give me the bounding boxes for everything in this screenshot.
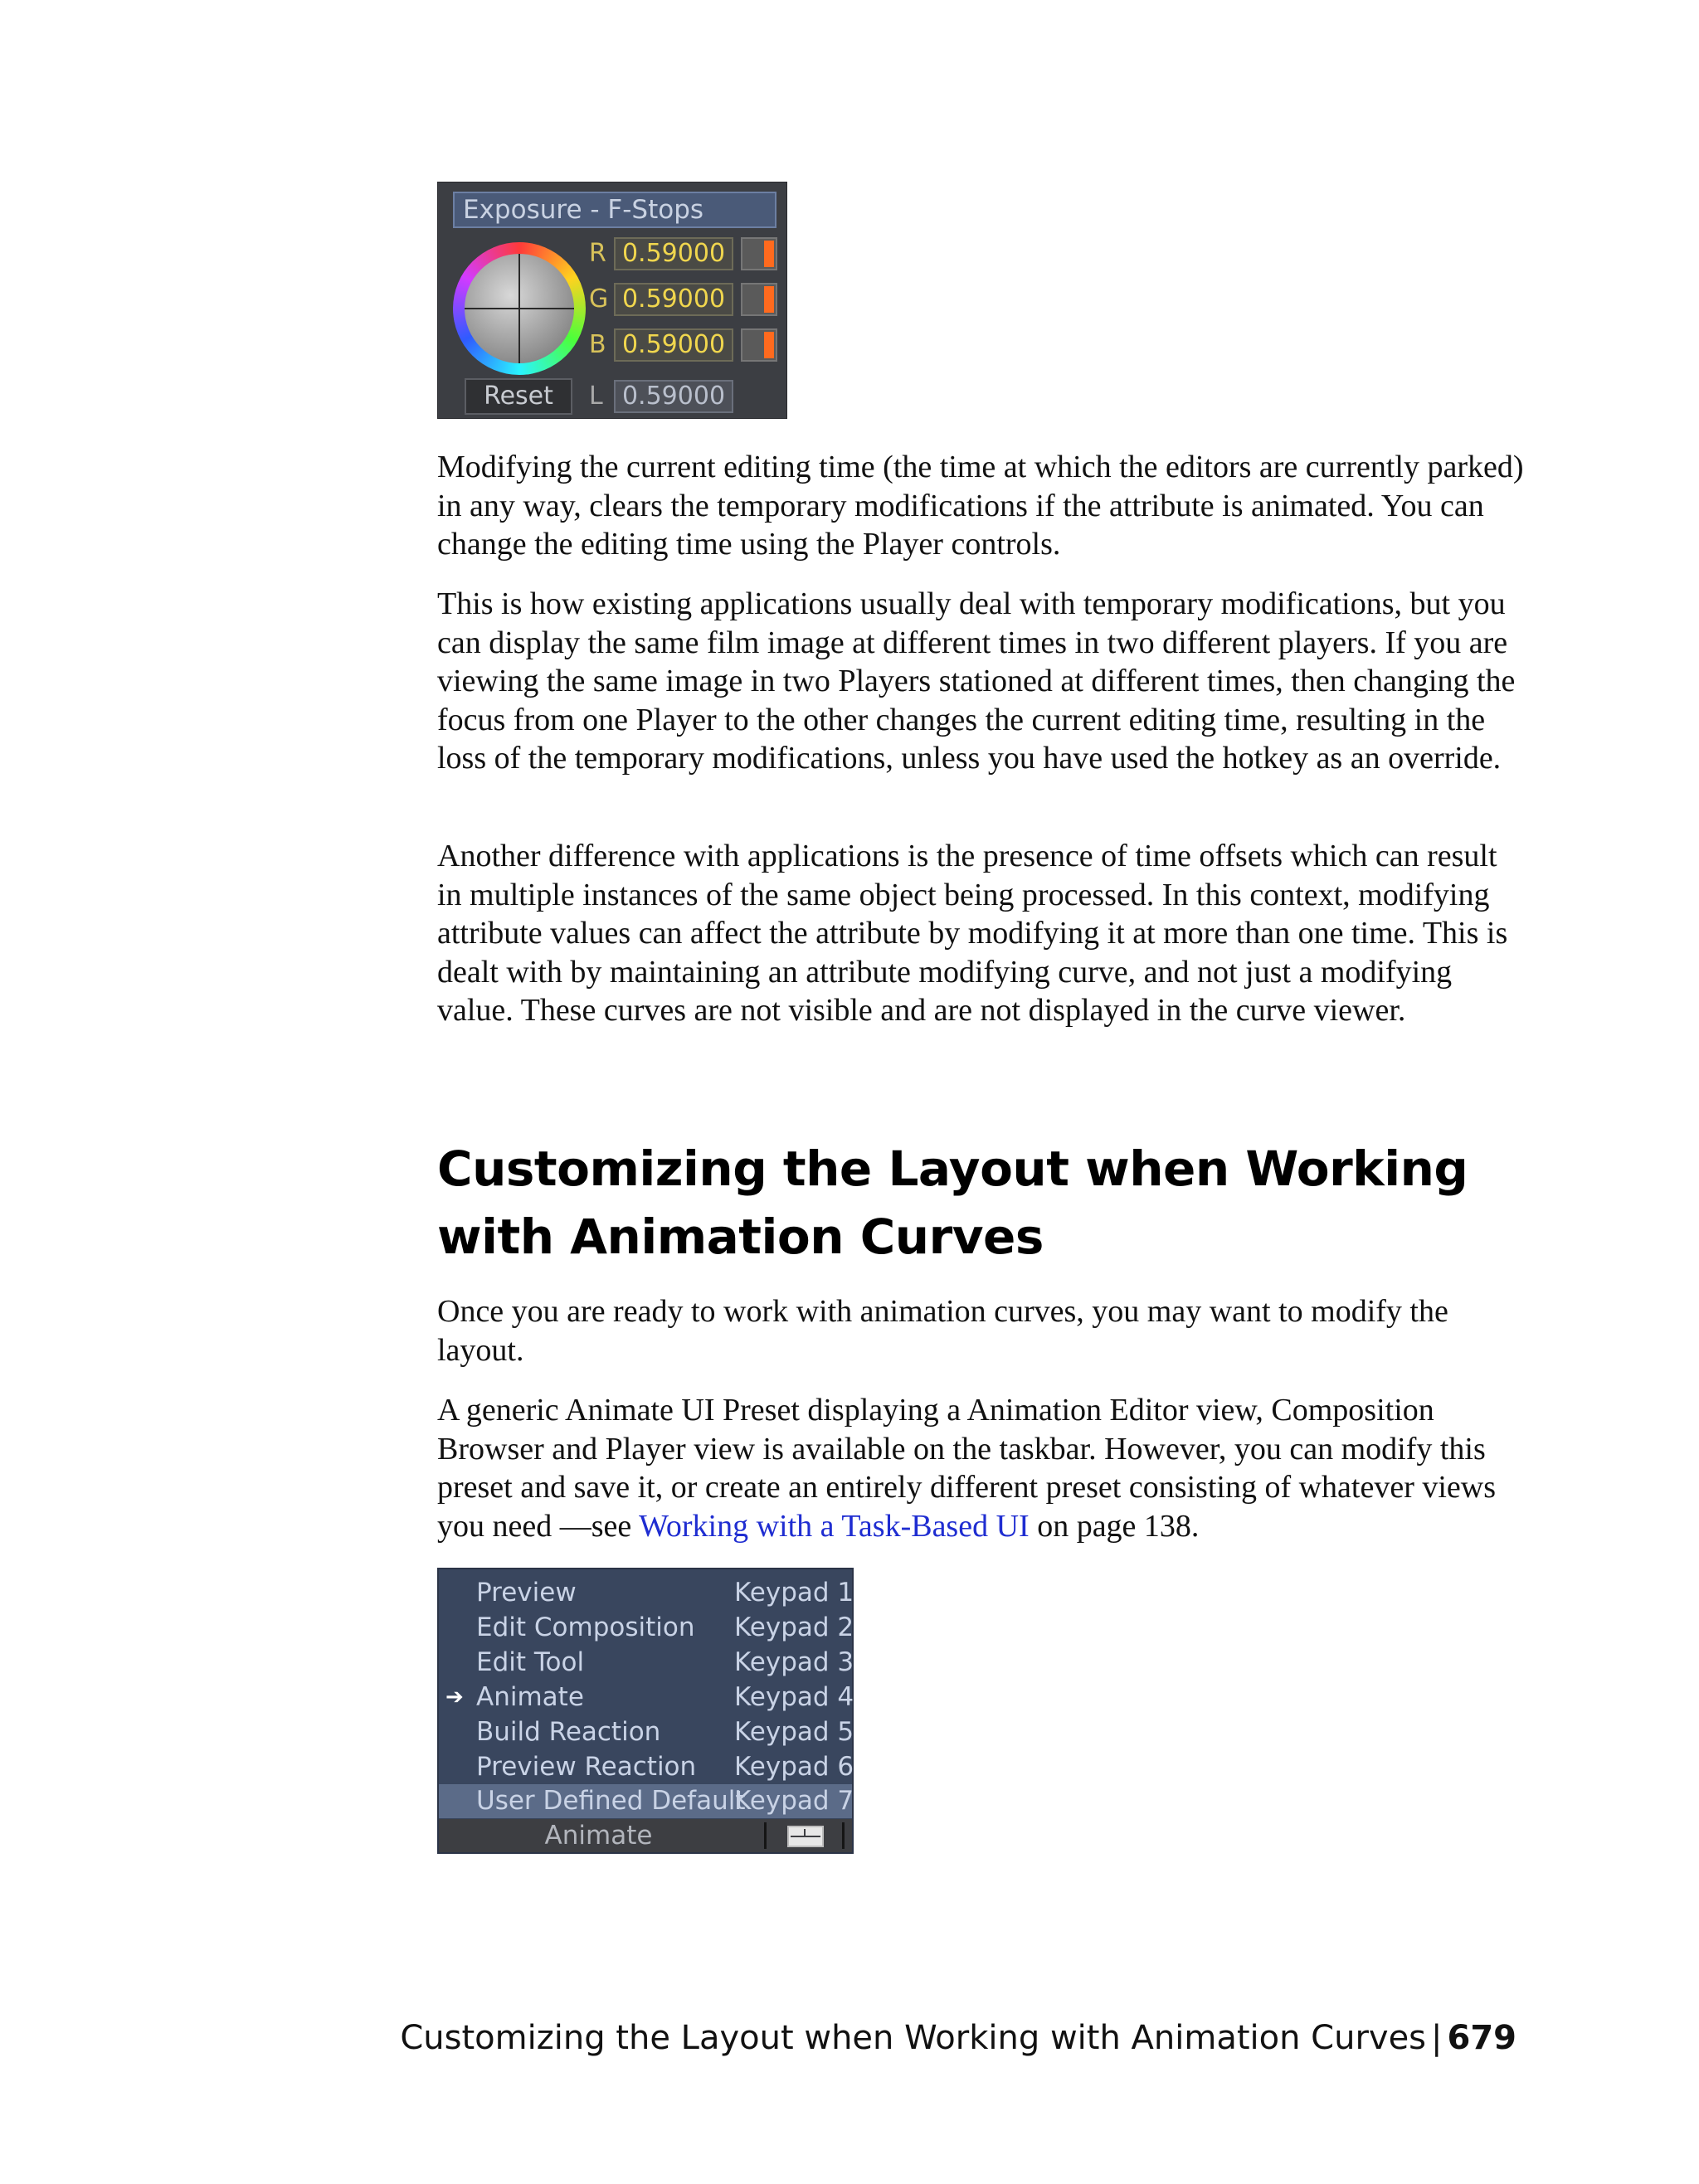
exposure-mode-button[interactable]: Exposure - F-Stops — [453, 192, 776, 228]
paragraph — [437, 1391, 1524, 1545]
preset-selector-bar — [439, 1819, 852, 1852]
menu-item-preview-reaction[interactable] — [439, 1750, 852, 1784]
menu-item-preview[interactable] — [439, 1576, 852, 1610]
menu-item-label: Preview Reaction — [476, 1752, 697, 1782]
channel-label: B — [589, 330, 606, 359]
paragraph-text: on page 138. — [1029, 1508, 1200, 1544]
channel-l — [589, 378, 780, 415]
paragraph: Once you are ready to work with animation curves, you may want to modify the layout. — [437, 1294, 1448, 1368]
reset-button[interactable]: Reset — [465, 378, 572, 415]
footer-separator: | — [1431, 2019, 1443, 2057]
channel-swatch[interactable] — [741, 283, 777, 316]
menu-item-shortcut: Keypad 2 — [734, 1612, 854, 1642]
channel-value-field[interactable]: 0.59000 — [614, 380, 733, 413]
channel-value-field[interactable]: 0.59000 — [614, 283, 733, 316]
running-title: Customizing the Layout when Working with Animation Curves — [400, 2019, 1427, 2057]
menu-item-shortcut: Keypad 6 — [734, 1752, 854, 1782]
channel-g — [589, 281, 780, 318]
paragraph: Modifying the current editing time (the time at which the editors are currently parked) in any way, clears the temporary modifications if the attribute is animated. You can change the editing time using the Player controls. — [437, 450, 1524, 562]
channel-label: R — [589, 239, 606, 268]
page-number: 679 — [1447, 2019, 1516, 2057]
section-heading: Customizing the Layout when Working with Animation Curves — [437, 1141, 1468, 1265]
channel-value-field[interactable]: 0.59000 — [614, 237, 733, 270]
menu-item-user-defined-default[interactable] — [439, 1784, 852, 1818]
menu-item-label: Preview — [476, 1578, 577, 1608]
channel-b — [589, 327, 780, 363]
crosshair-vertical — [518, 254, 520, 363]
menu-item-build-reaction[interactable] — [439, 1715, 852, 1749]
channel-r — [589, 236, 780, 272]
menu-item-label: Build Reaction — [476, 1717, 661, 1747]
paragraph: This is how existing applications usually deal with temporary modifications, but you can display the same film image at different times in two different players. If you are viewing the same image in two Players stationed at different times, then changing the focus from one Player to the other changes the current editing time, resulting in the loss of the temporary modifications, unless you have used the hotkey as an override. — [437, 586, 1516, 776]
menu-item-edit-composition[interactable] — [439, 1611, 852, 1645]
channel-swatch[interactable] — [741, 328, 777, 362]
channel-value-field[interactable]: 0.59000 — [614, 328, 733, 362]
channel-label: G — [589, 285, 609, 314]
divider — [764, 1822, 767, 1849]
menu-item-shortcut: Keypad 4 — [734, 1682, 854, 1712]
menu-item-edit-tool[interactable] — [439, 1646, 852, 1680]
current-preset-button[interactable]: Animate — [544, 1821, 653, 1851]
menu-item-shortcut: Keypad 1 — [734, 1578, 854, 1608]
menu-item-label: User Defined Default — [476, 1786, 746, 1816]
layout-icon[interactable] — [787, 1826, 824, 1847]
menu-item-label: Edit Composition — [476, 1612, 695, 1642]
ui-preset-menu — [437, 1568, 854, 1854]
exposure-fstops-panel — [437, 182, 787, 419]
menu-item-shortcut: Keypad 3 — [734, 1647, 854, 1677]
color-wheel-icon[interactable] — [453, 242, 586, 375]
cross-reference-link[interactable]: Working with a Task-Based UI — [639, 1508, 1030, 1544]
channel-swatch[interactable] — [741, 237, 777, 270]
menu-item-shortcut: Keypad 7 — [734, 1786, 854, 1816]
divider — [842, 1822, 845, 1849]
channel-label: L — [589, 382, 603, 411]
paragraph: Another difference with applications is the presence of time offsets which can result in multiple instances of the same object being processed. In this context, modifying attribute values can affect the attribute by modifying it at more than one time. This is dealt with by maintaining an attribute modifying curve, and not just a modifying value. These curves are not visible and are not displayed in the curve viewer. — [437, 839, 1508, 1029]
current-arrow-icon: ➔ — [445, 1685, 464, 1710]
page-footer — [400, 2016, 1516, 2060]
menu-item-label: Animate — [476, 1682, 584, 1712]
menu-item-label: Edit Tool — [476, 1647, 585, 1677]
menu-item-shortcut: Keypad 5 — [734, 1717, 854, 1747]
menu-item-animate[interactable] — [439, 1681, 852, 1715]
paragraph-text: A generic Animate UI Preset displaying a Animation Editor view, Composition Browser and Player view is available on the taskbar. However, you can modify this preset and save it, or create an entirely different preset consisting of whatever views you need —see — [437, 1393, 1497, 1544]
